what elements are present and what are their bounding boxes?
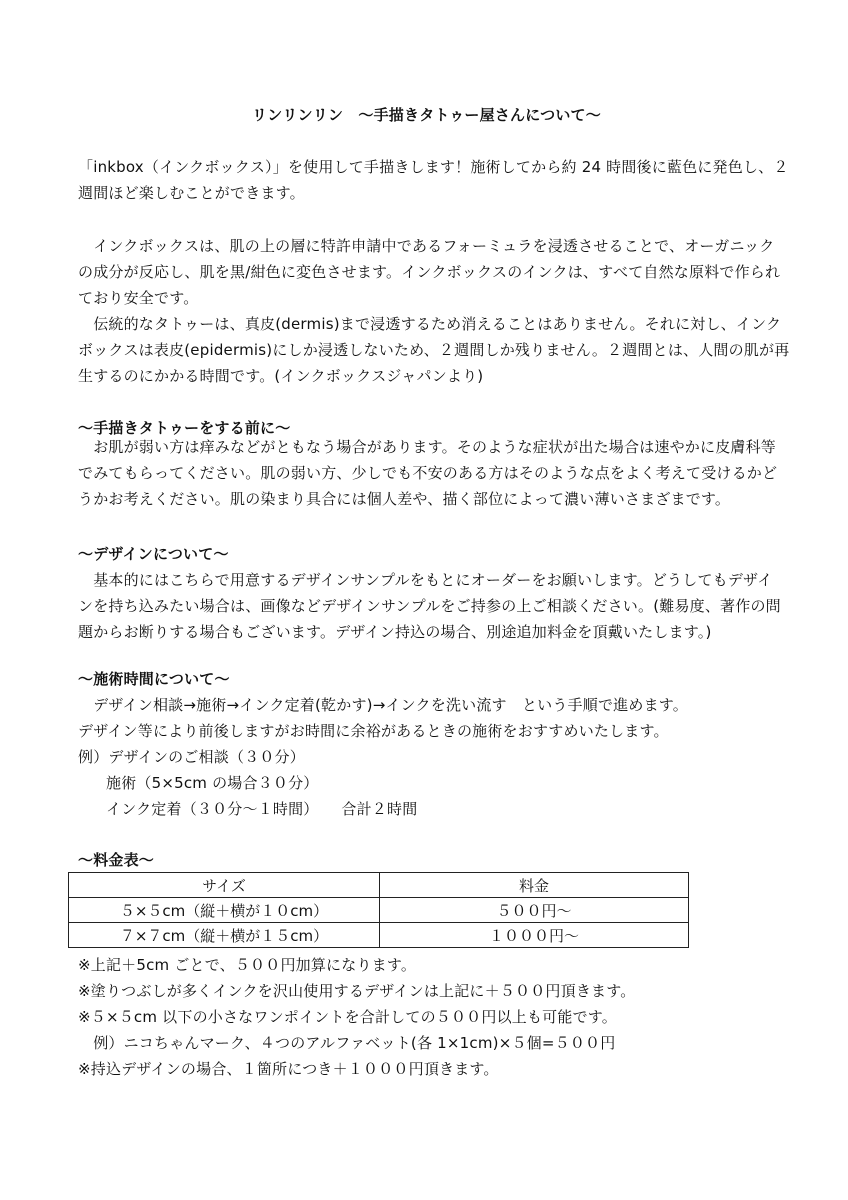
pricing-note: ※５×５cm 以下の小さなワンポイントを合計しての５００円以上も可能です。 xyxy=(78,1008,617,1026)
about-line: の成分が反応し、肌を黒/紺色に変色させます。インクボックスのインクは、すべて自然な原料で作られ xyxy=(78,263,781,281)
intro-line: 「inkbox（インクボックス）」を使用して手描きします！施術してから約 24 時間後に藍色に発色し、２ xyxy=(78,158,789,176)
time-example-line: 施術（5×5cm の場合３０分） xyxy=(106,774,319,792)
table-cell-size: ７×７cm（縦＋横が１５cm） xyxy=(69,923,380,948)
table-cell-price: ５００円～ xyxy=(380,898,689,923)
section-heading-before: ～手描きタトゥーをする前に～ xyxy=(78,419,291,437)
pricing-note: ※塗りつぶしが多くインクを沢山使用するデザインは上記に＋５００円頂きます。 xyxy=(78,982,636,1000)
design-line: ンを持ち込みたい場合は、画像などデザインサンプルをご持参の上ご相談ください。(難易度、著作の問 xyxy=(78,597,781,615)
before-line: うかお考えください。肌の染まり具合には個人差や、描く部位によって濃い薄いさまざまです。 xyxy=(78,490,731,508)
table-row xyxy=(69,923,689,948)
pricing-note: ※上記＋5cm ごとで、５００円加算になります。 xyxy=(78,956,417,974)
before-line: お肌が弱い方は痒みなどがともなう場合があります。そのような症状が出た場合は速やかに皮膚科等 xyxy=(78,438,777,456)
table-header-row xyxy=(69,873,689,898)
time-line: デザイン等により前後しますがお時間に余裕があるときの施術をおすすめいたします。 xyxy=(78,722,669,740)
table-header-size: サイズ xyxy=(69,873,380,898)
price-table xyxy=(68,872,689,948)
time-line: デザイン相談→施術→インク定着(乾かす)→インクを洗い流す という手順で進めます。 xyxy=(78,696,688,714)
about-line: 生するのにかかる時間です。(インクボックスジャパンより) xyxy=(78,367,484,385)
before-line: でみてもらってください。肌の弱い方、少しでも不安のある方はそのような点をよく考えて受けるかど xyxy=(78,464,778,482)
time-line: 例）デザインのご相談（３０分） xyxy=(78,748,305,766)
pricing-note: 例）ニコちゃんマーク、４つのアルファベット(各 1×1cm)×５個=５００円 xyxy=(78,1034,616,1052)
about-line: ボックスは表皮(epidermis)にしか浸透しないため、２週間しか残りません。２週間とは、人間の肌が再 xyxy=(78,341,790,359)
about-line: インクボックスは、肌の上の層に特許申請中であるフォーミュラを浸透させることで、オーガニック xyxy=(78,237,775,255)
design-line: 基本的にはこちらで用意するデザインサンプルをもとにオーダーをお願いします。どうしてもデザイ xyxy=(78,571,773,589)
table-cell-size: ５×５cm（縦＋横が１０cm） xyxy=(69,898,380,923)
section-heading-time: ～施術時間について～ xyxy=(78,670,230,688)
table-header-price: 料金 xyxy=(380,873,689,898)
pricing-note: ※持込デザインの場合、１箇所につき＋１０００円頂きます。 xyxy=(78,1060,499,1078)
intro-line: 週間ほど楽しむことができます。 xyxy=(78,184,305,202)
page-title: リンリンリン ～手描きタトゥー屋さんについて～ xyxy=(252,106,601,124)
design-line: 題からお断りする場合もございます。デザイン持込の場合、別途追加料金を頂戴いたします。) xyxy=(78,623,712,641)
time-example-line: インク定着（３０分～１時間） 合計２時間 xyxy=(106,800,418,818)
table-row xyxy=(69,898,689,923)
table-cell-price: １０００円～ xyxy=(380,923,689,948)
section-heading-pricing: ～料金表～ xyxy=(78,851,155,869)
about-line: 伝統的なタトゥーは、真皮(dermis)まで浸透するため消えることはありません。それに対し、インク xyxy=(78,315,782,333)
about-line: ており安全です。 xyxy=(78,289,199,307)
section-heading-design: ～デザインについて～ xyxy=(78,545,229,563)
